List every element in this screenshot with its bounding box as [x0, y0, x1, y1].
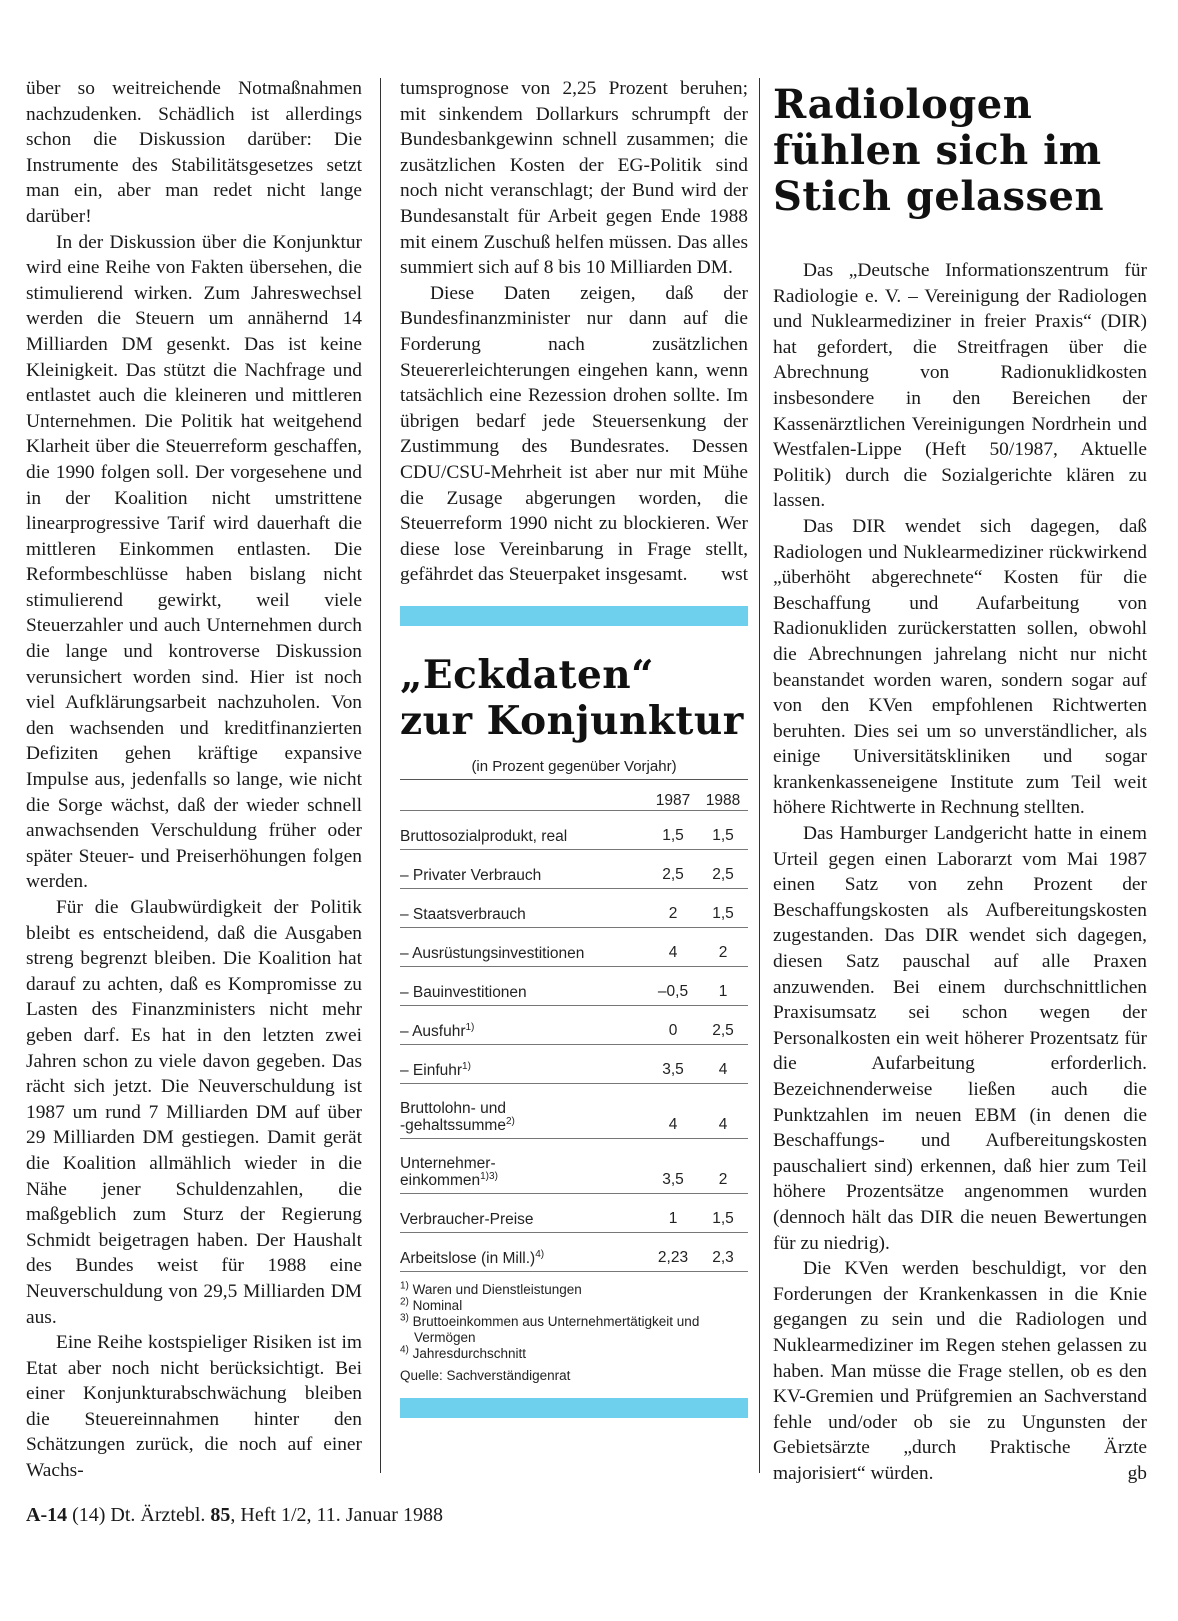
value-1988: 1,5 — [698, 1193, 748, 1232]
body-text: Die KVen werden beschuldigt, vor den Forderungen der Krankenkassen in die Knie gegangen zu sein und die Radiologen und Nuklearmediziner im Regen stehen gelassen zu haben. Man müsse die Frage stellen, ob es den KV-Gremien und Prüfgremien an Sachverstand fehle und/oder ob sie zu Ungunsten der Gebietsärzte „durch Praktische Ärzte majorisiert“ würden. — [773, 1258, 1147, 1484]
eckdaten-table — [400, 780, 748, 1272]
body-paragraph: Eine Reihe kostspieliger Risiken ist im Etat aber noch nicht berücksichtigt. Bei einer Konjunkturabschwächung bleiben die Steuereinnahmen hinter den Schätzungen zurück, die noch auf einer Wachs- — [26, 1332, 362, 1482]
row-label: – Einfuhr$^{1)}$ — [400, 1044, 648, 1083]
author-signature: gb — [1127, 1462, 1147, 1484]
row-label: – Ausrüstungsinvestitionen — [400, 927, 648, 966]
row-label: Arbeitslose (in Mill.)$^{4)}$ — [400, 1232, 648, 1271]
table-footnotes — [400, 1282, 748, 1384]
value-1988: 1 — [698, 966, 748, 1005]
footnote: $^{4)}$ Jahresdurchschnitt — [400, 1344, 526, 1361]
row-label: Verbraucher-Preise — [400, 1193, 648, 1232]
eckdaten-box — [400, 652, 748, 1384]
journal-volume: 85 — [210, 1504, 231, 1526]
value-1987: –0,5 — [648, 966, 698, 1005]
value-1987: 2 — [648, 888, 698, 927]
body-paragraph: Das „Deutsche Informationszentrum für Radiologie e. V. – Vereinigung der Radiologen und Nuklearmediziner in freier Praxis“ (DIR) hat gefordert, die Streitfragen über die Abrechnung von Radionuklidkosten insbesondere in den Bereichen der Kassenärztlichen Vereinigungen Nordrhein und Westfalen-Lippe (Heft 50/1987, Aktuelle Politik) durch die Sozialgerichte klären zu lassen. — [773, 260, 1147, 512]
footnote: $^{2)}$ Nominal — [400, 1296, 463, 1313]
row-label: – Bauinvestitionen — [400, 966, 648, 1005]
row-label: – Privater Verbrauch — [400, 849, 648, 888]
column-rule-left — [380, 78, 381, 1473]
value-1987: 4 — [648, 1083, 698, 1138]
issue-date: , Heft 1/2, 11. Januar 1988 — [230, 1504, 443, 1526]
body-paragraph: Das Hamburger Landgericht hatte in einem Urteil gegen einen Laborarzt vom Mai 1987 einen Satz von zehn Prozent der Beschaffungskosten als Aufbereitungskosten zugestanden. Das DIR wendet sich dagegen, diesen Satz pauschal auf alle Praxen anzuwenden. Bei einem durchschnittlichen Praxisumsatz sei schon wegen der Personalkosten ein weit höherer Prozentsatz für die Aufarbeitung erforderlich. Bezeichnenderweise ließen auch die Punktzahlen im neuen EBM (in denen die Beschaffungs- und Aufbereitungskosten pauschaliert sind) erkennen, daß hier zum Teil höhere Prozentsätze angenommen wurden (dennoch hält das DIR die neuen Bewertungen für zu niedrig). — [773, 823, 1147, 1254]
table-row — [400, 1005, 748, 1044]
table-row — [400, 810, 748, 849]
body-paragraph: In der Diskussion über die Konjunktur wird eine Reihe von Fakten übersehen, die stimulierend wirken. Zum Jahreswechsel werden die Steuern um annähernd 14 Milliarden DM gesenkt. Das ist keine Kleinigkeit. Das stützt die Nachfrage und entlastet auch die kleineren und mittleren Unternehmen. Die Politik hat weitgehend Klarheit über die Steuerreform geschaffen, die 1990 folgen soll. Der vorgesehene und in der Koalition nicht umstrittene linearprogressive Tarif wird dauerhaft die mittleren Einkommen entlasten. Die Reformbeschlüsse haben bislang nicht stimulierend gewirkt, weil viele Steuerzahler und auch Unternehmen durch die lange und kontroverse Diskussion verunsichert worden sind. Hier ist noch viel Aufklärungsarbeit nachzuholen. Von den wachsenden und kreditfinanzierten Defiziten gehen kräftige expansive Impulse aus, jedenfalls so lange, wie nicht die Sorge wächst, daß der wieder schnell anwachsenden Verschuldung früher oder später Steuer- und Preiserhöhungen folgen werden. — [26, 231, 362, 893]
box-headline-line1: „Eckdaten“ — [400, 651, 655, 698]
table-row — [400, 1044, 748, 1083]
value-1987: 1 — [648, 1193, 698, 1232]
page-footer — [26, 1504, 443, 1527]
footnote: $^{1)}$ Waren und Dienstleistungen — [400, 1280, 582, 1297]
table-source: Quelle: Sachverständigenrat — [400, 1367, 571, 1383]
row-label: Bruttosozialprodukt, real — [400, 810, 648, 849]
value-1987: 1,5 — [648, 810, 698, 849]
footnote-mark: 4) — [535, 1248, 545, 1260]
row-label: Bruttolohn- und -gehaltssumme$^{2)}$ — [400, 1083, 648, 1138]
row-label: Unternehmer- einkommen$^{1)3)}$ — [400, 1138, 648, 1193]
table-subtitle: (in Prozent gegenüber Vorjahr) — [400, 758, 748, 780]
article-column-1 — [26, 76, 362, 1484]
table-row — [400, 1083, 748, 1138]
article-column-2 — [400, 76, 748, 1418]
footnote-mark: 2) — [505, 1115, 515, 1127]
headline-line2: fühlen sich im — [773, 127, 1102, 174]
footnote-mark: 1) — [462, 1060, 471, 1072]
value-1987: 2,5 — [648, 849, 698, 888]
column-rule-right — [759, 78, 760, 1473]
footnote-mark: 1) — [465, 1021, 475, 1033]
body-paragraph: Das DIR wendet sich dagegen, daß Radiologen und Nuklearmediziner rückwirkend „überhöht abgerechnete“ Kosten für die Beschaffung und Aufarbeitung von Radionukliden zurückerstatten sollen, obwohl die Abrechnungen jahrelang nicht nur nicht beanstandet worden waren, sondern sogar auf von den KVen empfohlenen Richtwerten beruhten. Dies sei um so unverständlicher, als einige Universitätskliniken und sogar krankenkasseneigene Institute zum Teil weit höhere Richtwerte in Rechnung stellten. — [773, 515, 1147, 819]
value-1988: 2 — [698, 1138, 748, 1193]
row-label: – Ausfuhr$^{1)}$ — [400, 1005, 648, 1044]
value-1988: 4 — [698, 1083, 748, 1138]
blue-band-top — [400, 606, 748, 626]
body-paragraph: tumsprognose von 2,25 Prozent beruhen; mit sinkendem Dollarkurs schrumpft der Bundesbankgewinn schnell zusammen; die zusätzlichen Kosten der EG-Politik sind noch nicht veranschlagt; der Bund wird der Bundesanstalt für Arbeit gegen Ende 1988 mit einem Zuschuß helfen müssen. Das alles summiert sich auf 8 bis 10 Milliarden DM. — [400, 78, 748, 279]
journal-name: (14) Dt. Ärztebl. — [72, 1504, 206, 1526]
table-row — [400, 1138, 748, 1193]
value-1988: 1,5 — [698, 888, 748, 927]
box-headline-line2: zur Konjunktur — [400, 697, 744, 744]
table-row — [400, 849, 748, 888]
box-headline — [400, 652, 748, 744]
value-1987: 2,23 — [648, 1232, 698, 1271]
author-signature: wst — [721, 564, 748, 586]
value-1988: 2,5 — [698, 849, 748, 888]
article-headline — [773, 82, 1147, 220]
value-1988: 2 — [698, 927, 748, 966]
value-1987: 4 — [648, 927, 698, 966]
year-header: 1987 — [648, 780, 698, 811]
footnote: $^{3)}$ Bruttoeinkommen aus Unternehmertätigkeit und Vermögen — [400, 1312, 700, 1345]
body-text: Diese Daten zeigen, daß der Bundesfinanzminister nur dann auf die Forderung nach zusätzlichen Steuererleichterungen eingehen kann, wenn tatsächlich eine Rezession drohen sollte. Im übrigen bedarf jede Steuersenkung der Zustimmung des Bundesrates. Dessen CDU/CSU-Mehrheit ist aber nur mit Mühe die Zusage abgerungen worden, die Steuerreform 1990 nicht zu blockieren. Wer diese lose Vereinbarung in Frage stellt, gefährdet das Steuerpaket insgesamt. — [400, 282, 748, 586]
row-label: – Staatsverbrauch — [400, 888, 648, 927]
table-row — [400, 966, 748, 1005]
table-row — [400, 1232, 748, 1271]
headline-line1: Radiologen — [773, 81, 1033, 128]
page-number: A-14 — [26, 1504, 68, 1526]
footnote-mark: 1)3) — [480, 1170, 498, 1182]
blue-band-bottom — [400, 1398, 748, 1418]
body-paragraph: Für die Glaubwürdigkeit der Politik bleibt es entscheidend, daß die Ausgaben streng begrenzt bleiben. Die Koalition hat darauf zu achten, daß es Kompromisse zu Lasten des Finanzministers nicht mehr geben darf. Es hat in den letzten zwei Jahren schon zu viele davon gegeben. Das rächt sich jetzt. Die Neuverschuldung ist 1987 um rund 7 Milliarden DM auf über 29 Milliarden DM gestiegen. Damit gerät die Koalition allmählich wieder in die Nähe jener Schuldenzahlen, die maßgeblich zum Sturz der Regierung Schmidt beigetragen haben. Der Haushalt des Bundes weist für 1988 eine Neuverschuldung von 29,5 Milliarden DM aus. — [26, 897, 362, 1328]
article-column-3 — [773, 76, 1147, 1487]
value-1987: 3,5 — [648, 1138, 698, 1193]
table-header-row — [400, 780, 748, 811]
body-paragraph: über so weitreichende Notmaßnahmen nachzudenken. Schädlich ist allerdings schon die Diskussion darüber: Die Instrumente des Stabilitätsgesetzes setzt man ein, aber man redet nicht lange darüber! — [26, 78, 362, 227]
value-1988: 2,3 — [698, 1232, 748, 1271]
table-row — [400, 1193, 748, 1232]
table-row — [400, 927, 748, 966]
body-paragraph — [773, 1256, 1147, 1486]
year-header: 1988 — [698, 780, 748, 811]
value-1988: 4 — [698, 1044, 748, 1083]
value-1988: 1,5 — [698, 810, 748, 849]
value-1988: 2,5 — [698, 1005, 748, 1044]
headline-line3: Stich gelassen — [773, 173, 1105, 220]
value-1987: 0 — [648, 1005, 698, 1044]
table-row — [400, 888, 748, 927]
body-paragraph — [400, 281, 748, 588]
value-1987: 3,5 — [648, 1044, 698, 1083]
